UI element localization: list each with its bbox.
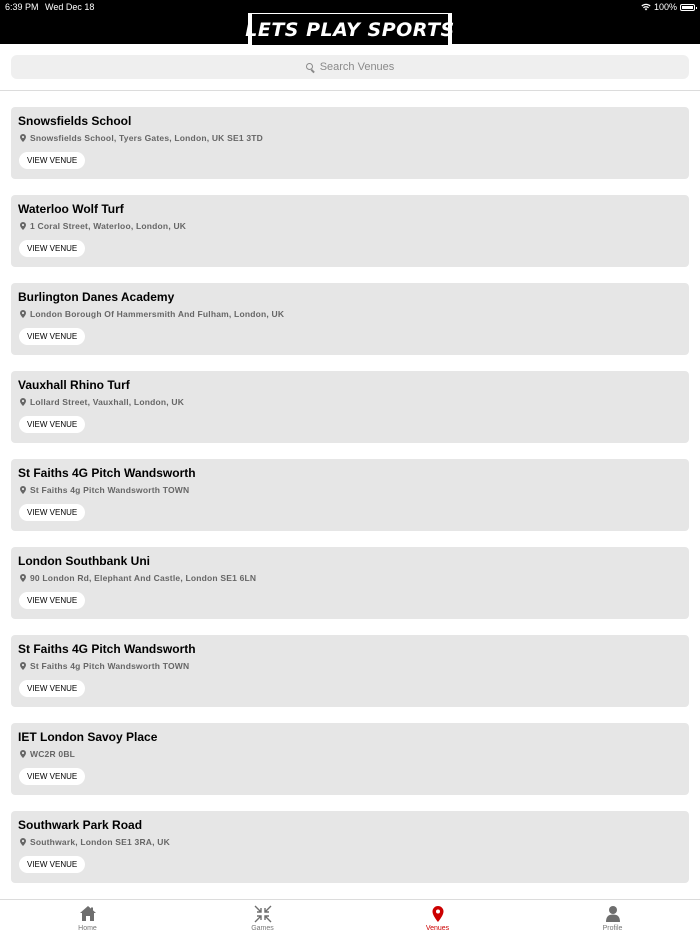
bottom-tab-bar [0,899,700,934]
venue-name: IET London Savoy Place [18,730,158,744]
home-icon [79,905,97,923]
location-pin-icon [20,662,26,670]
venue-address [20,661,189,671]
venue-address-text: London Borough Of Hammersmith And Fulham, London, UK [30,309,285,319]
venue-address-text: 90 London Rd, Elephant And Castle, London SE1 6LN [30,573,257,583]
venue-card [11,635,689,707]
location-pin-icon [20,838,26,846]
venue-name: Burlington Danes Academy [18,290,175,304]
venue-name: Vauxhall Rhino Turf [18,378,130,392]
location-pin-icon [20,222,26,230]
venue-address-text: St Faiths 4g Pitch Wandsworth TOWN [30,485,190,495]
view-venue-button[interactable]: VIEW VENUE [19,592,85,609]
venue-card [11,459,689,531]
venue-address [20,397,184,407]
venue-name: Waterloo Wolf Turf [18,202,124,216]
view-venue-button[interactable]: VIEW VENUE [19,240,85,257]
view-venue-button[interactable]: VIEW VENUE [19,768,85,785]
location-pin-icon [20,310,26,318]
tab-label: Venues [425,925,450,932]
app-header [0,0,700,44]
tab-venues[interactable] [350,900,525,934]
status-time: 6:39 PM [5,2,39,12]
tab-label: Games [251,925,274,932]
venue-address [20,221,186,231]
venue-list [11,107,689,899]
location-pin-icon [20,750,26,758]
view-venue-button[interactable]: VIEW VENUE [19,416,85,433]
tab-home[interactable] [0,900,175,934]
wifi-icon [641,3,651,11]
venue-card [11,195,689,267]
venue-address-text: Lollard Street, Vauxhall, London, UK [30,397,185,407]
venue-name: St Faiths 4G Pitch Wandsworth [18,466,196,480]
venue-address-text: WC2R 0BL [30,749,76,759]
venue-address [20,133,263,143]
search-icon [306,63,315,72]
profile-icon [604,905,622,923]
divider [0,90,700,91]
venue-address-text: St Faiths 4g Pitch Wandsworth TOWN [30,661,190,671]
app-logo [245,13,455,44]
venue-card [11,723,689,795]
location-pin-icon [429,905,447,923]
location-pin-icon [20,398,26,406]
venue-card [11,811,689,883]
venue-card [11,283,689,355]
venue-address [20,749,75,759]
venue-name: Snowsfields School [18,114,132,128]
venue-address [20,309,284,319]
venue-name: St Faiths 4G Pitch Wandsworth [18,642,196,656]
tab-profile[interactable] [525,900,700,934]
venue-name: Southwark Park Road [18,818,143,832]
games-icon [254,905,272,923]
venue-address-text: 1 Coral Street, Waterloo, London, UK [30,221,187,231]
venue-address [20,837,170,847]
battery-icon [680,4,695,11]
view-venue-button[interactable]: VIEW VENUE [19,504,85,521]
tab-games[interactable] [175,900,350,934]
venue-name: London Southbank Uni [18,554,150,568]
status-indicators [641,2,695,12]
venue-address [20,485,189,495]
view-venue-button[interactable]: VIEW VENUE [19,152,85,169]
view-venue-button[interactable]: VIEW VENUE [19,856,85,873]
venue-card [11,371,689,443]
location-pin-icon [20,574,26,582]
status-date: Wed Dec 18 [45,2,95,12]
tab-label: Profile [602,925,623,932]
venue-card [11,547,689,619]
view-venue-button[interactable]: VIEW VENUE [19,328,85,345]
tab-label: Home [78,925,97,932]
location-pin-icon [20,134,26,142]
venue-card [11,107,689,179]
venue-address-text: Southwark, London SE1 3RA, UK [30,837,170,847]
battery-percent: 100% [653,2,677,12]
venue-address [20,573,256,583]
location-pin-icon [20,486,26,494]
logo-text: LETS PLAY SPORTS [245,18,455,41]
search-placeholder: Search Venues [319,61,395,73]
venue-address-text: Snowsfields School, Tyers Gates, London, UK SE1 3TD [30,133,263,143]
search-venues-input[interactable] [11,55,689,79]
view-venue-button[interactable]: VIEW VENUE [19,680,85,697]
